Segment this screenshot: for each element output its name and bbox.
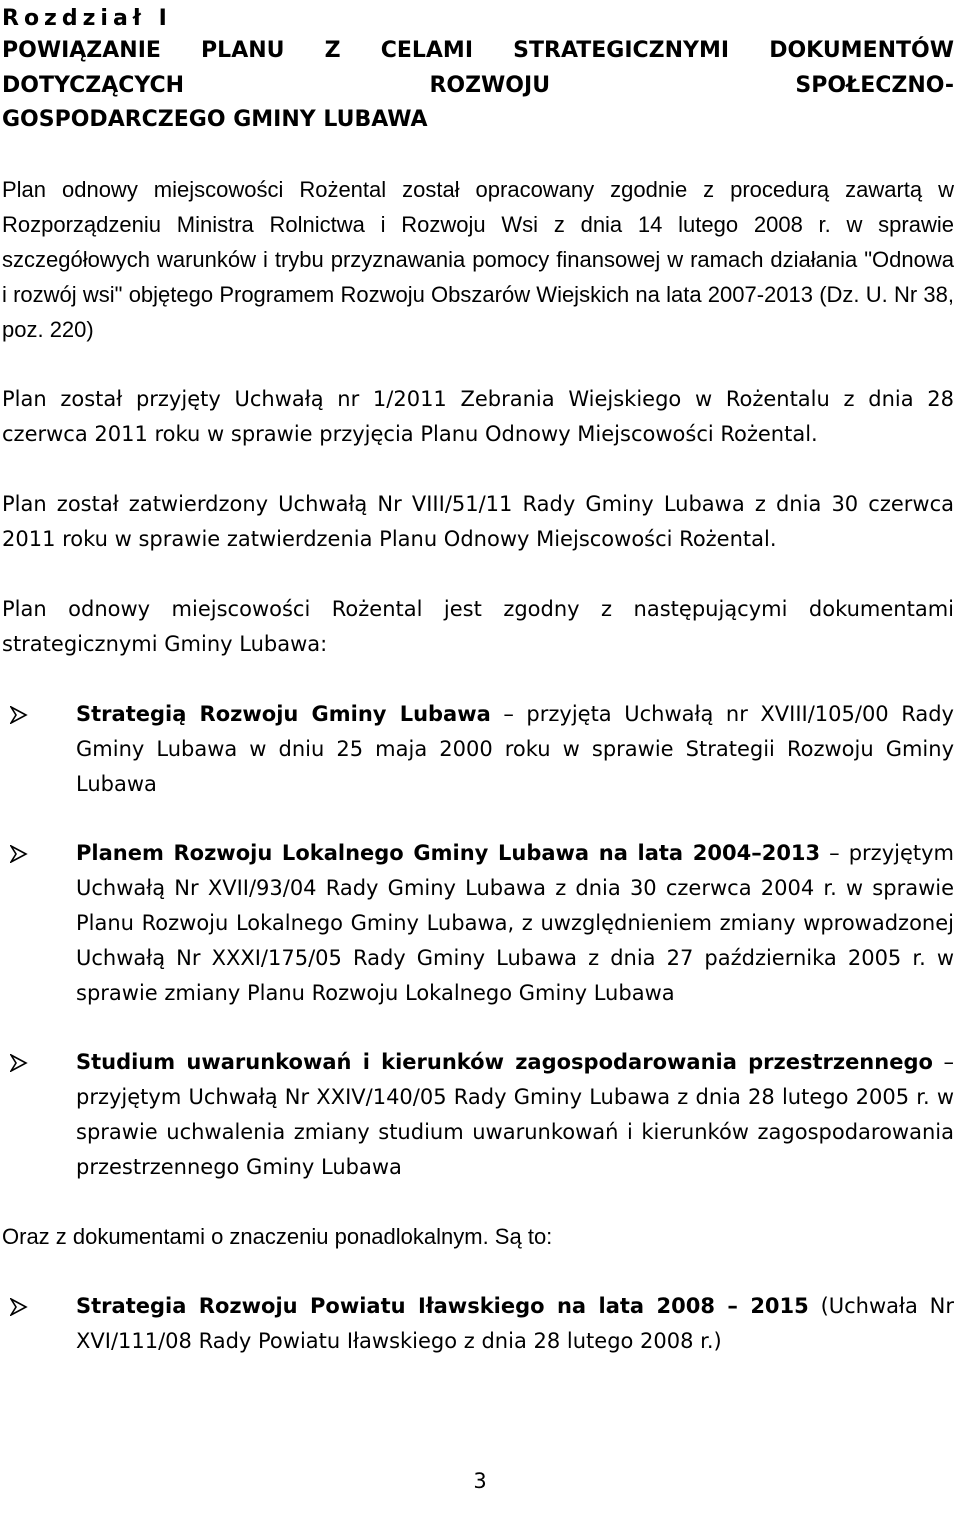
arrowhead-bullet-icon (10, 697, 34, 732)
section-heading-line2: GOSPODARCZEGO GMINY LUBAWA (2, 107, 428, 132)
document-description: (Uchwała Nr XVI/111/08 Rady Powiatu Iławskiego z dnia 28 lutego 2008 r.) (76, 1293, 954, 1353)
document-title: Studium uwarunkowań i kierunków zagospodarowania przestrzennego (76, 1049, 933, 1074)
arrowhead-bullet-icon (10, 1289, 34, 1324)
strategic-documents-list-2 (2, 836, 954, 1011)
document-description: przyjętym Uchwałą Nr XXIV/140/05 Rady Gminy Lubawa z dnia 28 lutego 2005 r. w sprawie uchwalenia zmiany studium uwarunkowań i kierunków zagospodarowania przestrzennego Gminy Lubawa (76, 1084, 954, 1179)
document-title: Planem Rozwoju Lokalnego Gminy Lubawa na lata 2004–2013 (76, 840, 821, 865)
arrowhead-bullet-icon (10, 836, 34, 871)
strategic-documents-list (2, 697, 954, 802)
paragraph-adoption: Plan został przyjęty Uchwałą nr 1/2011 Zebrania Wiejskiego w Rożentalu z dnia 28 czerwca 2011 roku w sprawie przyjęcia Planu Odnowy Miejscowości Rożental. (2, 386, 954, 446)
paragraph-consistency: Plan odnowy miejscowości Rożental jest zgodny z następującymi dokumentami strategicznymi Gminy Lubawa: (2, 596, 954, 656)
list-item (2, 697, 954, 802)
supralocal-documents-list (2, 1289, 954, 1359)
list-item (2, 1045, 954, 1185)
document-description: przyjęta Uchwałą nr XVIII/105/00 Rady Gminy Lubawa w dniu 25 maja 2000 roku w sprawie Strategii Rozwoju Gminy Lubawa (76, 701, 954, 796)
document-separator: – (490, 701, 527, 726)
document-description: przyjętym Uchwałą Nr XVII/93/04 Rady Gminy Lubawa z dnia 30 czerwca 2004 r. w sprawie Planu Rozwoju Lokalnego Gminy Lubawa, z uwzględnieniem zmiany wprowadzonej Uchwałą Nr XXXI/175/05 Rady Gminy Lubawa z dnia 27 października 2005 r. w sprawie zmiany Planu Rozwoju Lokalnego Gminy Lubawa (76, 840, 954, 1005)
list-item (2, 836, 954, 1011)
strategic-documents-list-3 (2, 1045, 954, 1185)
document-separator: – (820, 840, 849, 865)
paragraph-procedure: Plan odnowy miejscowości Rożental został opracowany zgodnie z procedurą zawartą w Rozporządzeniu Ministra Rolnictwa i Rozwoju Wsi z dnia 14 lutego 2008 r. w sprawie szczegółowych warunków i trybu przyznawania pomocy finansowej w ramach działania "Odnowa i rozwój wsi" objętego Programem Rozwoju Obszarów Wiejskich na lata 2007-2013 (Dz. U. Nr 38, poz. 220) (2, 176, 954, 342)
section-heading-line1: POWIĄZANIE PLANU Z CELAMI STRATEGICZNYMI DOKUMENTÓW DOTYCZĄCYCH ROZWOJU SPOŁECZNO- (2, 38, 954, 98)
page-number: 3 (473, 1469, 487, 1493)
paragraph-supralocal: Oraz z dokumentami o znaczeniu ponadlokalnym. Są to: (2, 1223, 553, 1249)
paragraph-approval: Plan został zatwierdzony Uchwałą Nr VIII/51/11 Rady Gminy Lubawa z dnia 30 czerwca 2011 roku w sprawie zatwierdzenia Planu Odnowy Miejscowości Rożental. (2, 491, 954, 551)
chapter-label: Rozdział I (2, 6, 172, 31)
arrowhead-bullet-icon (10, 1045, 34, 1080)
document-title: Strategia Rozwoju Powiatu Iławskiego na lata 2008 – 2015 (76, 1293, 809, 1318)
section-heading (2, 34, 954, 138)
list-item (2, 1289, 954, 1359)
document-separator: – (932, 1049, 954, 1074)
document-title: Strategią Rozwoju Gminy Lubawa (76, 701, 491, 726)
